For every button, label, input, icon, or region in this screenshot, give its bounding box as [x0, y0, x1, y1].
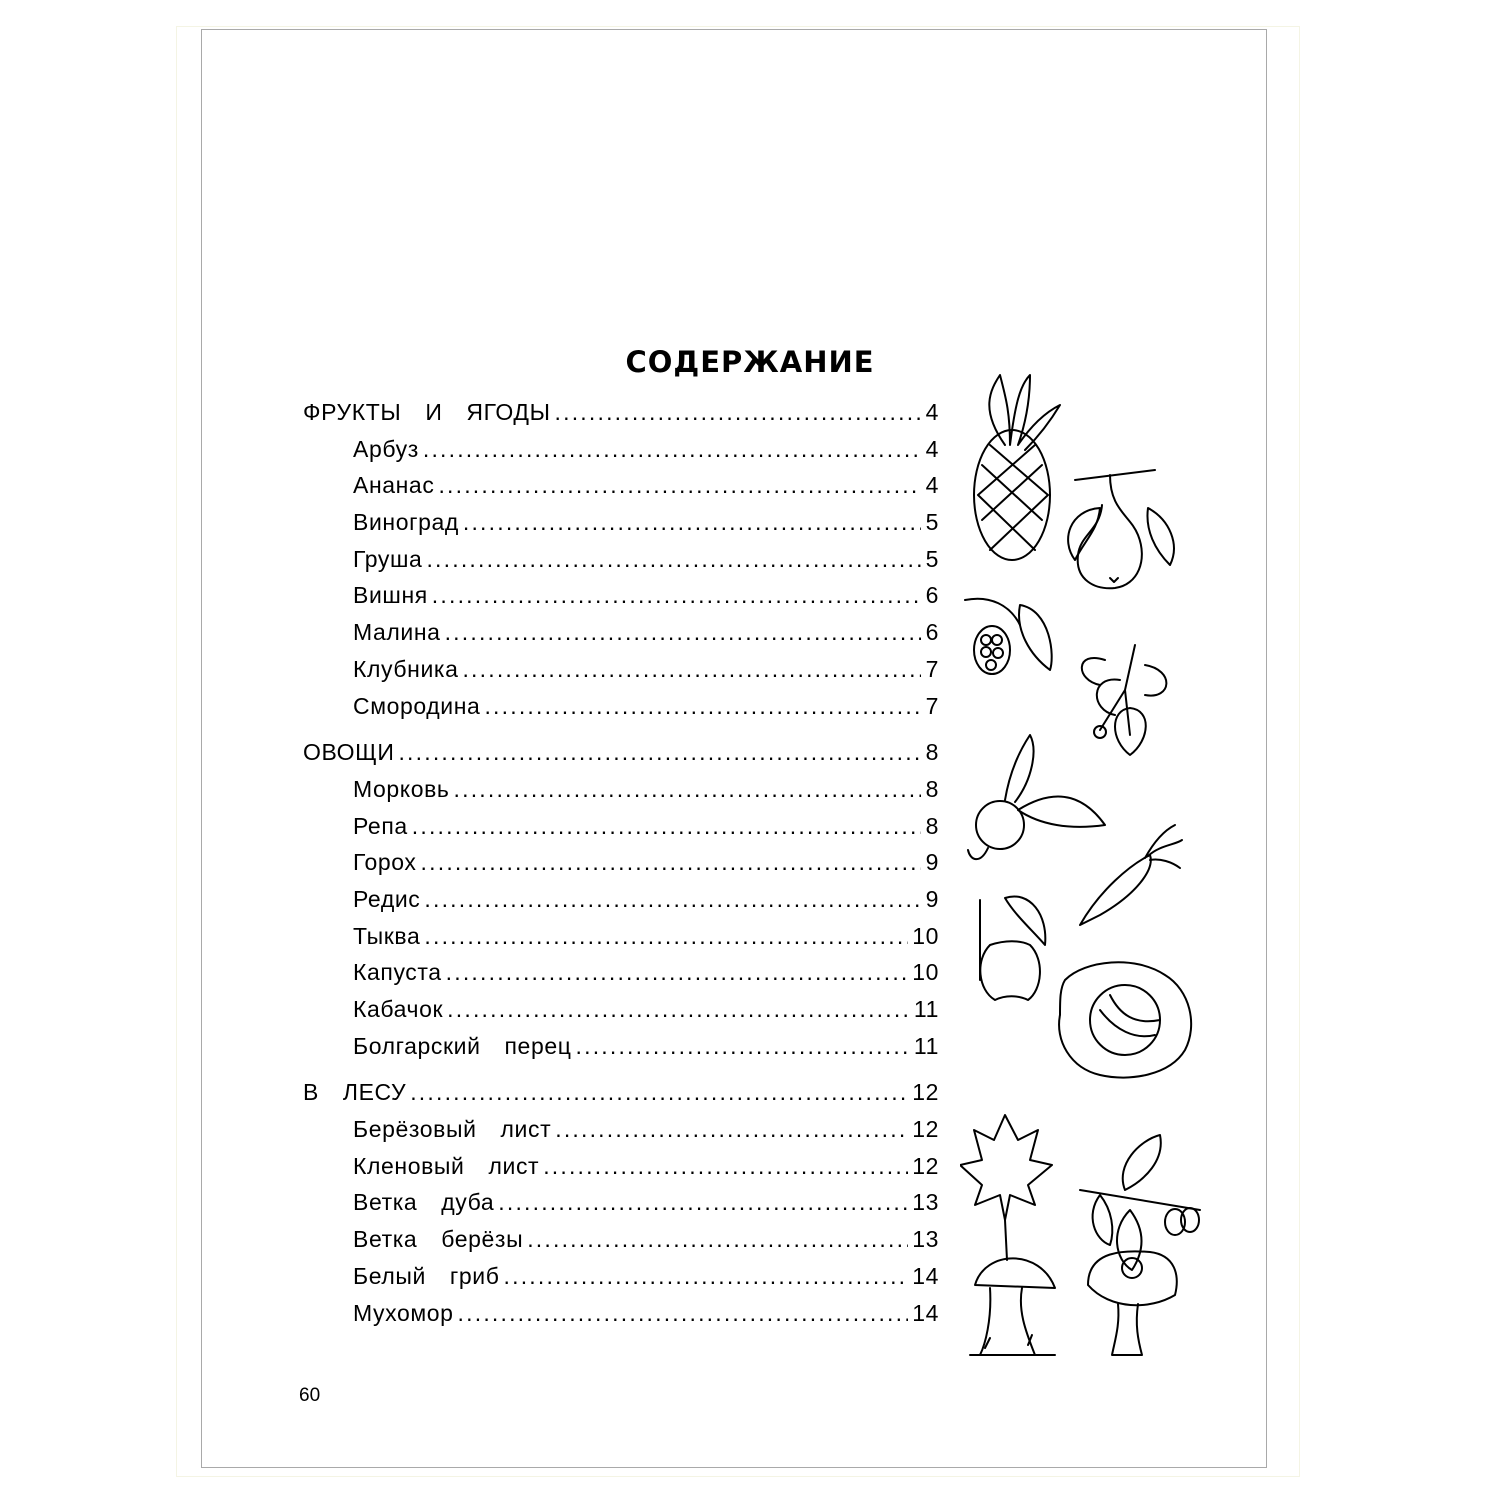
toc-page-ref: 14	[912, 1299, 939, 1326]
toc-item-label: Горох	[353, 849, 417, 876]
toc-item[interactable]	[303, 1226, 939, 1263]
toc-page-ref: 11	[913, 1032, 939, 1059]
toc-section-title: ФРУКТЫ И ЯГОДЫ	[303, 399, 551, 425]
porcini-mushroom-icon	[970, 1258, 1055, 1355]
toc-item-label: Берёзовый лист	[353, 1116, 552, 1143]
toc-item[interactable]	[303, 1033, 939, 1070]
dot-leader	[426, 546, 921, 573]
toc-page-ref: 9	[925, 885, 939, 912]
dot-leader	[447, 996, 910, 1023]
dot-leader	[555, 1116, 908, 1143]
dot-leader	[446, 959, 909, 986]
dot-leader	[432, 582, 921, 609]
toc-item-label: Смородина	[353, 692, 481, 719]
turnip-icon	[968, 735, 1105, 859]
toc-page-ref: 11	[913, 996, 939, 1022]
toc-page-ref: 7	[925, 692, 939, 719]
toc-item-label: Болгарский перец	[353, 1032, 572, 1059]
toc-page-ref: 4	[925, 399, 939, 425]
toc-item[interactable]	[303, 1116, 939, 1153]
toc-page-ref: 4	[925, 435, 939, 462]
dot-leader	[458, 1300, 909, 1327]
toc-item[interactable]	[303, 849, 939, 886]
toc-item-label: Ветка дуба	[353, 1189, 495, 1216]
toc-page-ref: 12	[912, 1152, 939, 1179]
toc-item[interactable]	[303, 546, 939, 583]
toc-section-forest[interactable]	[303, 1079, 939, 1116]
toc-page-ref: 12	[912, 1079, 939, 1106]
dot-leader	[555, 399, 921, 426]
cabbage-icon	[1059, 962, 1191, 1077]
toc-item-label: Виноград	[353, 509, 459, 536]
toc-item-label: Груша	[353, 545, 423, 572]
toc-item-label: Морковь	[353, 775, 450, 802]
toc-page-ref: 5	[925, 509, 939, 536]
dot-leader	[410, 1079, 908, 1106]
strawberry-icon	[1082, 645, 1167, 755]
toc-item-label: Тыква	[353, 922, 421, 949]
toc-section-vegetables[interactable]	[303, 739, 939, 776]
toc-section-title: В ЛЕСУ	[303, 1079, 407, 1106]
toc-item[interactable]	[303, 436, 939, 473]
toc-item[interactable]	[303, 923, 939, 960]
toc-item[interactable]	[303, 1153, 939, 1190]
toc-item-label: Редис	[353, 885, 421, 912]
toc-page-ref: 10	[912, 922, 939, 949]
dot-leader	[424, 923, 908, 950]
toc-item[interactable]	[303, 472, 939, 509]
toc-page-ref: 8	[925, 812, 939, 839]
dot-leader	[398, 739, 921, 766]
toc-page-ref: 4	[925, 472, 939, 499]
toc-page-ref: 10	[912, 959, 939, 986]
toc-section-title: ОВОЩИ	[303, 739, 395, 766]
page-number: 60	[299, 1385, 321, 1406]
raspberry-icon	[965, 599, 1052, 674]
illustrations	[960, 370, 1220, 1370]
table-of-contents	[303, 399, 939, 1336]
dot-leader	[412, 813, 921, 840]
toc-item[interactable]	[303, 996, 939, 1033]
toc-item[interactable]	[303, 656, 939, 693]
toc-page-ref: 8	[925, 739, 939, 766]
dot-leader	[463, 509, 921, 536]
toc-page-ref: 13	[912, 1226, 939, 1253]
toc-page-ref: 6	[925, 582, 939, 609]
dot-leader	[438, 472, 921, 499]
pineapple-icon	[974, 375, 1060, 560]
pear-icon	[1068, 470, 1174, 588]
maple-leaf-icon	[960, 1115, 1052, 1260]
toc-item[interactable]	[303, 1263, 939, 1300]
toc-item-label: Белый гриб	[353, 1262, 500, 1289]
toc-item[interactable]	[303, 582, 939, 619]
toc-item[interactable]	[303, 1300, 939, 1337]
dot-leader	[424, 886, 921, 913]
toc-page-ref: 13	[912, 1189, 939, 1216]
toc-section-fruits[interactable]	[303, 399, 939, 436]
toc-item[interactable]	[303, 886, 939, 923]
bell-pepper-icon	[980, 896, 1045, 1000]
dot-leader	[498, 1189, 908, 1216]
toc-item[interactable]	[303, 813, 939, 850]
toc-item-label: Малина	[353, 619, 441, 646]
toc-item-label: Капуста	[353, 959, 442, 986]
toc-item-label: Вишня	[353, 582, 428, 609]
dot-leader	[423, 436, 921, 463]
toc-page-ref: 5	[925, 545, 939, 572]
page-title: СОДЕРЖАНИЕ	[625, 345, 875, 379]
toc-item-label: Кленовый лист	[353, 1152, 540, 1179]
toc-item[interactable]	[303, 1189, 939, 1226]
dot-leader	[576, 1033, 910, 1060]
dot-leader	[454, 776, 921, 803]
toc-page-ref: 6	[925, 619, 939, 646]
toc-item-label: Кабачок	[353, 996, 444, 1022]
dot-leader	[543, 1153, 908, 1180]
oak-branch-icon	[1080, 1135, 1200, 1270]
dot-leader	[527, 1226, 908, 1253]
illustration-column	[960, 370, 1220, 1370]
toc-item-label: Арбуз	[353, 435, 419, 462]
toc-item[interactable]	[303, 693, 939, 730]
toc-page-ref: 7	[925, 655, 939, 682]
toc-item-label: Клубника	[353, 655, 459, 682]
toc-page-ref: 9	[925, 849, 939, 876]
carrot-icon	[1080, 825, 1182, 925]
dot-leader	[445, 619, 921, 646]
dot-leader	[462, 656, 921, 683]
toc-item[interactable]	[303, 959, 939, 996]
toc-item-label: Мухомор	[353, 1299, 454, 1326]
toc-item[interactable]	[303, 509, 939, 546]
toc-item[interactable]	[303, 619, 939, 656]
dot-leader	[421, 849, 921, 876]
toc-item[interactable]	[303, 776, 939, 813]
toc-item-label: Репа	[353, 812, 408, 839]
fly-agaric-icon	[1088, 1251, 1177, 1355]
toc-page-ref: 8	[925, 775, 939, 802]
toc-page-ref: 14	[912, 1262, 939, 1289]
toc-item-label: Ветка берёзы	[353, 1226, 524, 1253]
dot-leader	[484, 693, 921, 720]
dot-leader	[504, 1263, 909, 1290]
toc-item-label: Ананас	[353, 472, 435, 499]
toc-page-ref: 12	[912, 1116, 939, 1143]
